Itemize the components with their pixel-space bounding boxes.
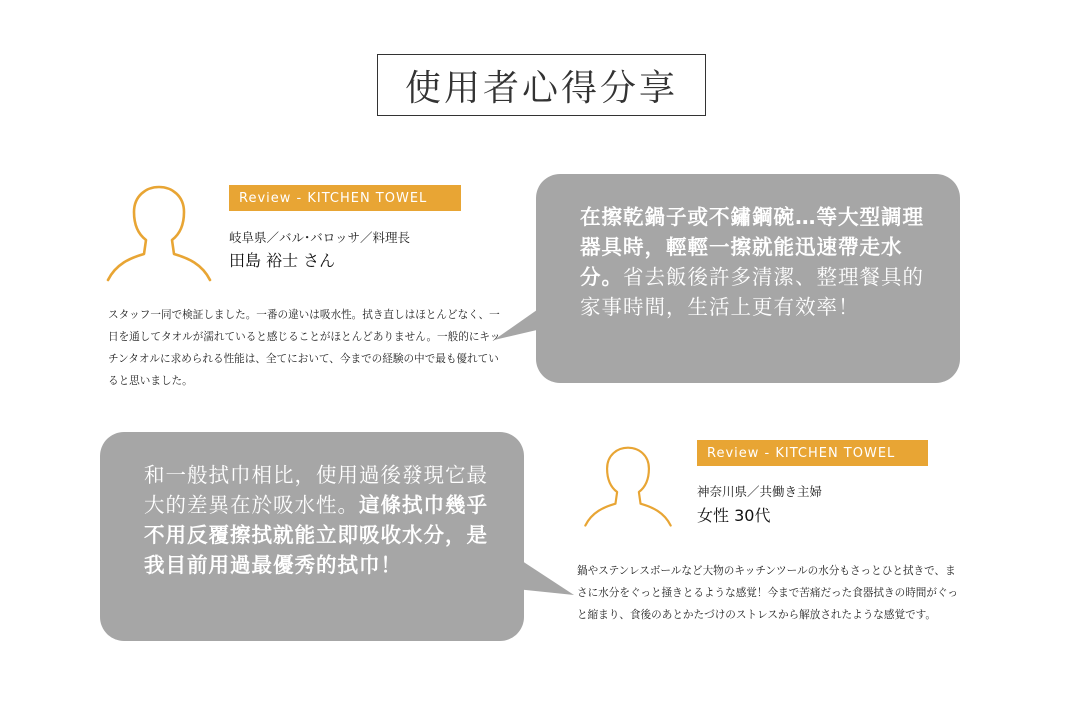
- speech-bubble-tail: [516, 555, 576, 605]
- quote-bubble: [536, 174, 960, 383]
- quote-text: 和一般拭巾相比，使用過後發現它最大的差異在於吸水性。: [144, 463, 488, 517]
- reviewer-name: 田島 裕士 さん: [229, 251, 336, 270]
- quote-highlight: 在擦乾鍋子或不鏽鋼碗…等大型調理器具時，輕輕一擦就能迅速帶走水分。: [580, 205, 924, 289]
- review-text: スタッフ一同で検証しました。一番の違いは吸水性。拭き直しはほとんどなく、一日を通してタオルが濡れていると感じることがほとんどありません。一般的にキッチンタオルに求められる性能は、全てにおいて、今までの経験の中で最も優れていると思いました。: [108, 309, 501, 387]
- review-text: 鍋やステンレスボールなど大物のキッチンツールの水分もさっとひと拭きで、まさに水分をぐっと掻きとるような感覚！今まで苦痛だった食器拭きの時間がぐっと縮まり、食後のあとかたづけのストレスから解放されたような感覚です。: [577, 565, 958, 621]
- reviewer-name: 女性 30代: [697, 506, 771, 525]
- user-silhouette-icon: [582, 437, 674, 537]
- reviewer-location: 神奈川県／共働き主婦: [697, 484, 823, 499]
- reviewer-location: 岐阜県／バル･バロッサ／料理長: [229, 230, 411, 245]
- quote-highlight: 這條拭巾幾乎不用反覆擦拭就能立即吸收水分，是我目前用過最優秀的拭巾！: [144, 493, 488, 577]
- quote-text: 省去飯後許多清潔、整理餐具的家事時間，生活上更有效率！: [580, 265, 924, 319]
- page-title: 使用者心得分享: [377, 54, 706, 116]
- review-tag: Review - KITCHEN TOWEL: [697, 440, 928, 466]
- user-silhouette-icon: [104, 184, 214, 284]
- quote-bubble: [100, 432, 524, 641]
- review-tag: Review - KITCHEN TOWEL: [229, 185, 461, 211]
